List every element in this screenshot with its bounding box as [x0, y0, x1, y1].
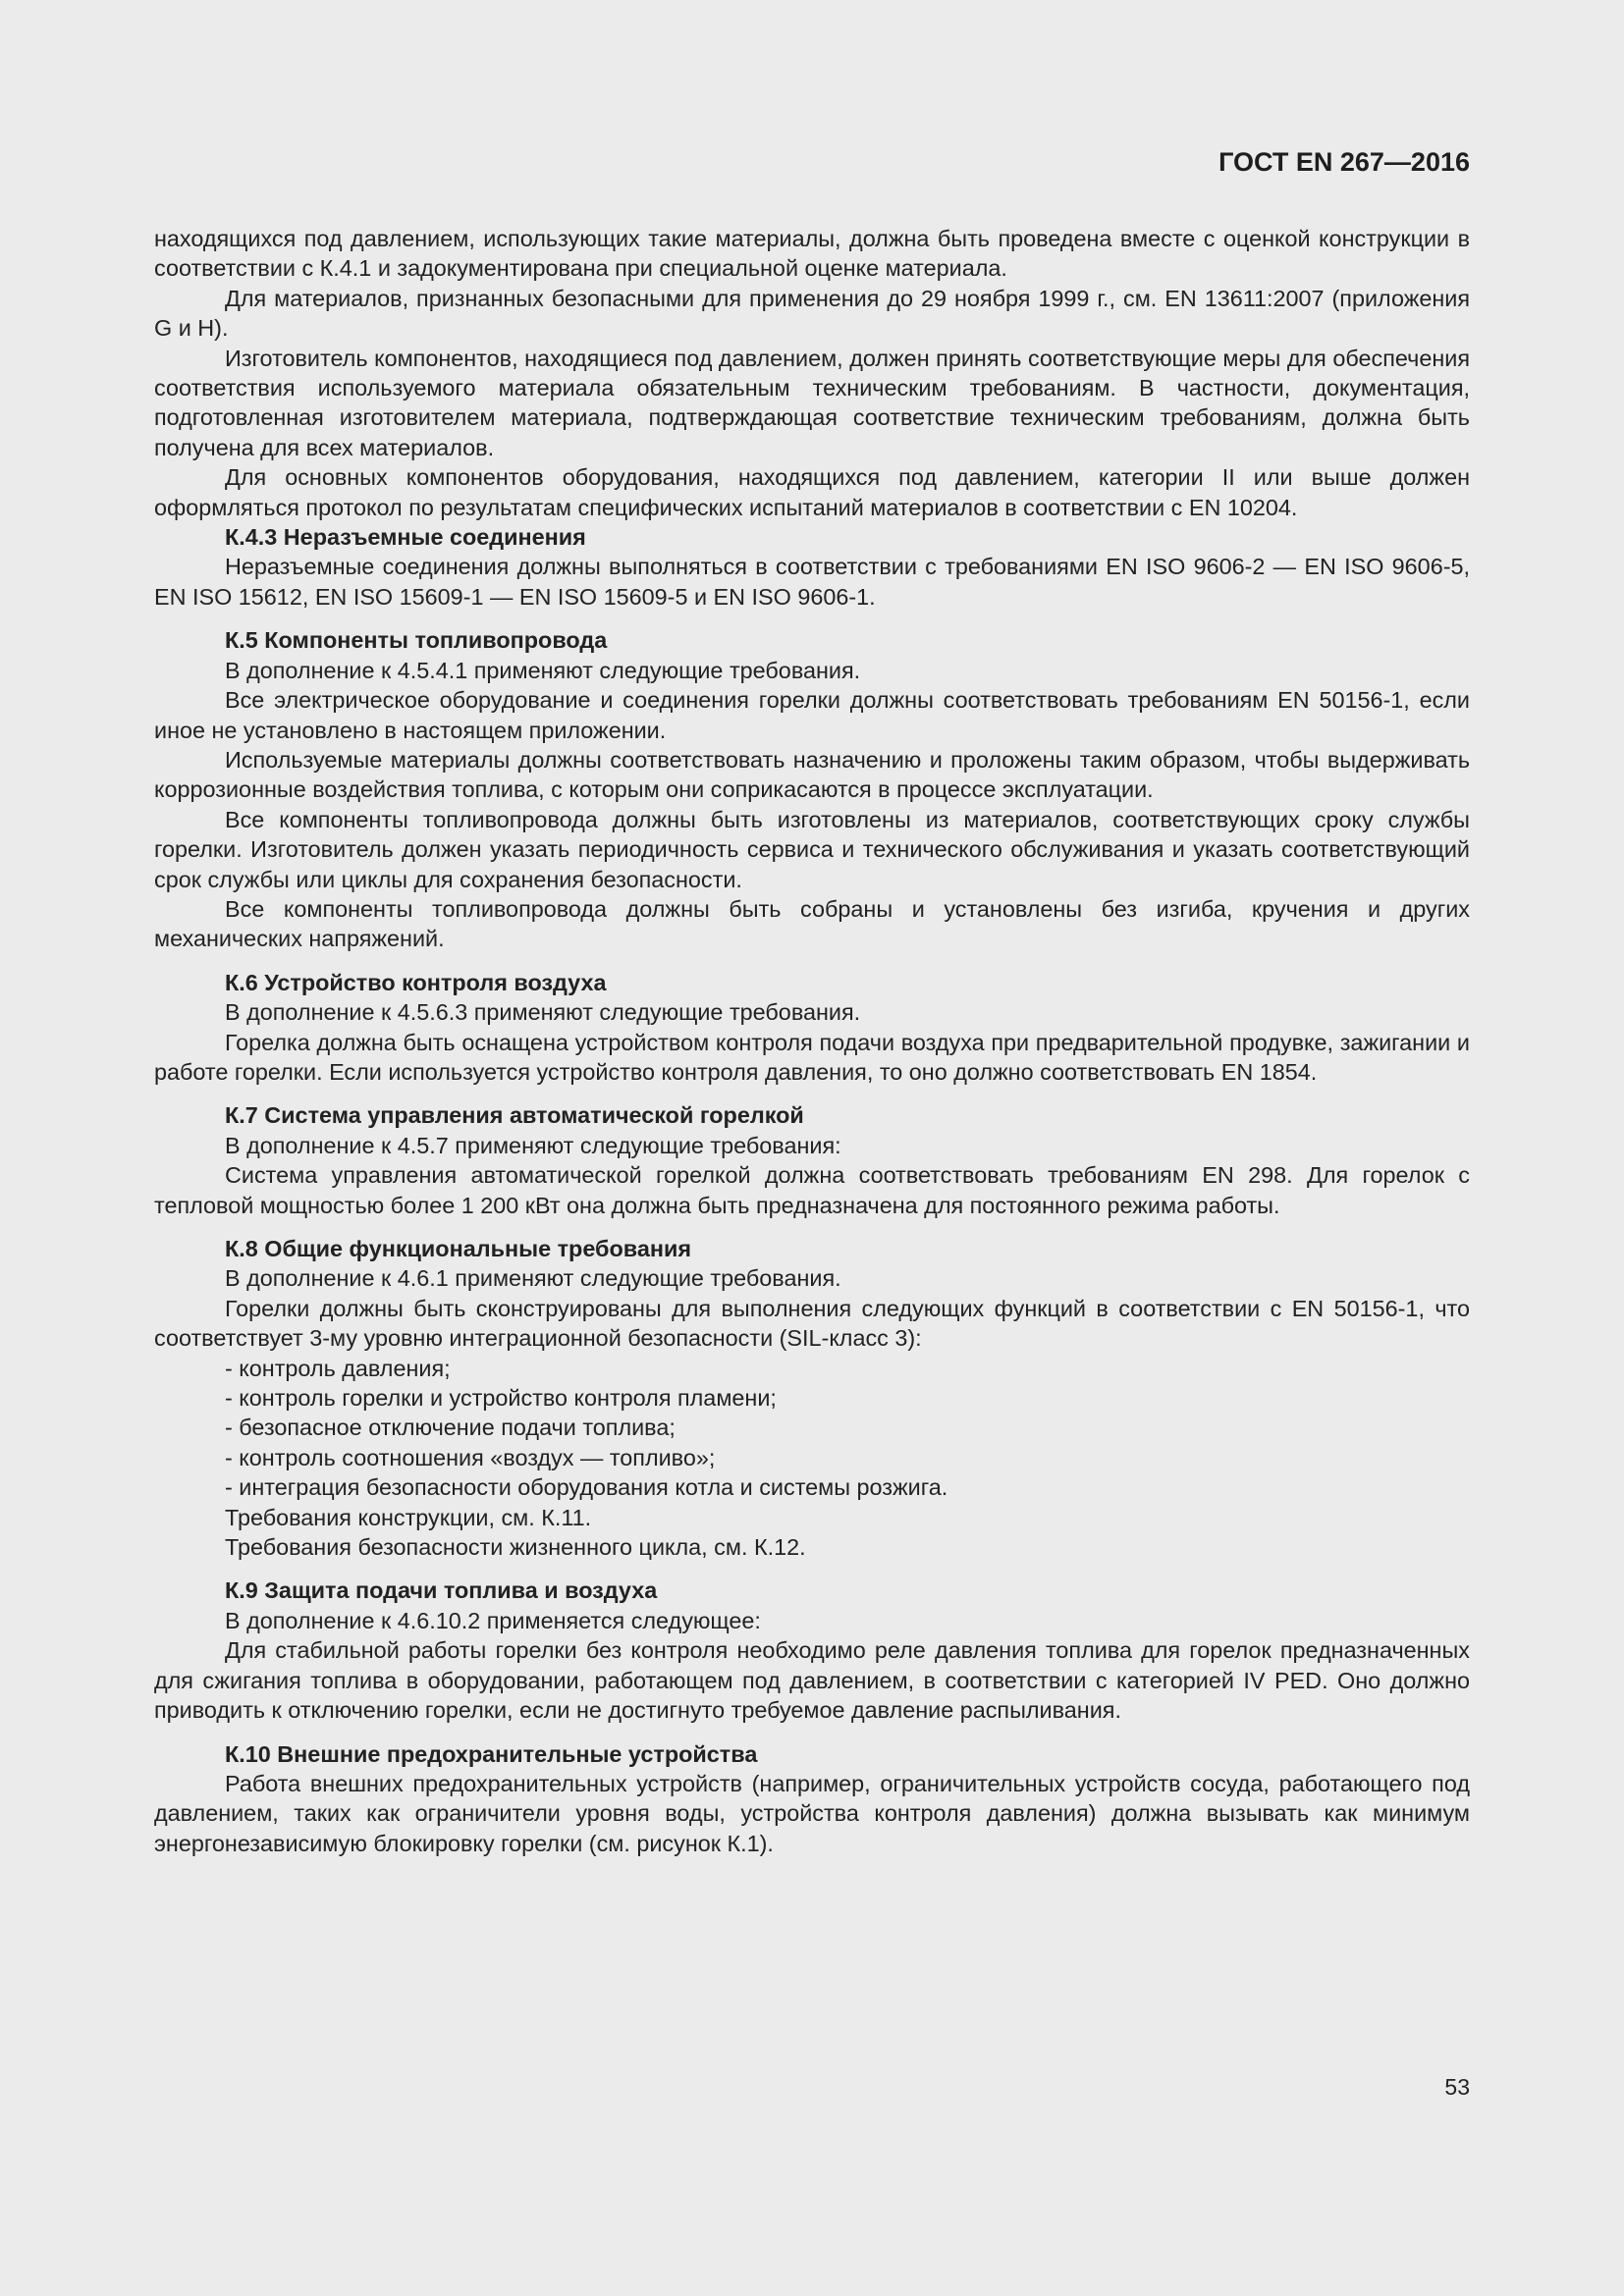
list-item: - контроль давления; — [225, 1355, 451, 1381]
paragraph: В дополнение к 4.5.6.3 применяют следующие требования. — [225, 999, 861, 1026]
function-list — [154, 1354, 1470, 1503]
paragraph: Система управления автоматической горелкой должна соответствовать требованиям EN 298. Для горелок с тепловой мощностью более 1 200 кВт она должна быть предназначена для постоянного режима работы. — [154, 1162, 1470, 1218]
section-heading-k5: К.5 Компоненты топливопровода — [225, 627, 608, 654]
paragraph: Работа внешних предохранительных устройств (например, ограничительных устройств сосуда, работающего под давлением, таких как ограничители уровня воды, устройства контроля давления) должна вызывать как минимум энергонезависимую блокировку горелки (см. рисунок К.1). — [154, 1770, 1470, 1856]
list-item: - контроль горелки и устройство контроля пламени; — [225, 1385, 777, 1412]
document-id-header: ГОСТ EN 267—2016 — [1218, 147, 1470, 177]
section-heading-k10: К.10 Внешние предохранительные устройства — [225, 1740, 758, 1767]
page-number: 53 — [1444, 2074, 1470, 2100]
paragraph: Для основных компонентов оборудования, находящихся под давлением, категории II или выше должен оформляться протокол по результатам специфических испытаний материалов в соответствии с EN 10204. — [154, 464, 1470, 520]
paragraph: Все электрическое оборудование и соединения горелки должны соответствовать требованиям EN 50156-1, если иное не установлено в настоящем приложении. — [154, 687, 1470, 743]
paragraph: В дополнение к 4.6.1 применяют следующие требования. — [225, 1265, 841, 1292]
paragraph: В дополнение к 4.5.7 применяют следующие требования: — [225, 1132, 841, 1158]
paragraph: Неразъемные соединения должны выполняться в соответствии с требованиями EN ISO 9606-2 — EN ISO 9606-5, EN ISO 15612, EN ISO 15609-1 — EN ISO 15609-5 и EN ISO 9606-1. — [154, 554, 1470, 610]
paragraph: Требования конструкции, см. К.11. — [225, 1504, 592, 1530]
paragraph: Требования безопасности жизненного цикла, см. К.12. — [225, 1534, 806, 1561]
paragraph: Горелки должны быть сконструированы для выполнения следующих функций в соответствии с EN 50156-1, что соответствует 3-му уровню интеграционной безопасности (SIL-класс 3): — [154, 1295, 1470, 1352]
section-heading-k4-3: К.4.3 Неразъемные соединения — [225, 524, 586, 551]
section-heading-k8: К.8 Общие функциональные требования — [225, 1236, 691, 1261]
section-heading-k6: К.6 Устройство контроля воздуха — [225, 969, 607, 995]
paragraph: Изготовитель компонентов, находящиеся под давлением, должен принять соответствующие меры для обеспечения соответствия используемого материала обязательным техническим требованиям. В частности, документация, подготовленная изготовителем материала, подтверждающая соответствие техническим требованиям, должна быть получена для всех материалов. — [154, 345, 1470, 460]
list-item: - контроль соотношения «воздух — топливо»; — [225, 1444, 716, 1470]
paragraph: Для стабильной работы горелки без контроля необходимо реле давления топлива для горелок предназначенных для сжигания топлива в оборудовании, работающем под давлением, в соответствии с категорией IV PED. Оно должно приводить к отключению горелки, если не достигнуто требуемое давление распыливания. — [154, 1637, 1470, 1724]
paragraph: Для материалов, признанных безопасными для применения до 29 ноября 1999 г., см. EN 13611:2007 (приложения G и H). — [154, 285, 1470, 342]
section-heading-k7: К.7 Система управления автоматической горелкой — [225, 1102, 804, 1129]
paragraph: Все компоненты топливопровода должны быть собраны и установлены без изгиба, кручения и других механических напряжений. — [154, 895, 1470, 952]
document-body — [154, 224, 1470, 1858]
section-heading-k9: К.9 Защита подачи топлива и воздуха — [225, 1577, 658, 1604]
list-item: - интеграция безопасности оборудования котла и системы розжига. — [225, 1474, 948, 1501]
paragraph: В дополнение к 4.6.10.2 применяется следующее: — [225, 1607, 761, 1633]
list-item: - безопасное отключение подачи топлива; — [225, 1415, 676, 1441]
paragraph: Все компоненты топливопровода должны быть изготовлены из материалов, соответствующих сроку службы горелки. Изготовитель должен указать периодичность сервиса и технического обслуживания и указать соответствующий срок службы или циклы для сохранения безопасности. — [154, 806, 1470, 892]
paragraph: Горелка должна быть оснащена устройством контроля подачи воздуха при предварительной продувке, зажигании и работе горелки. Если используется устройство контроля давления, то оно должно соответствовать EN 1854. — [154, 1029, 1470, 1085]
paragraph: находящихся под давлением, использующих такие материалы, должна быть проведена вместе с оценкой конструкции в соответствии с К.4.1 и задокументирована при специальной оценке материала. — [154, 226, 1470, 282]
paragraph: Используемые материалы должны соответствовать назначению и проложены таким образом, чтобы выдерживать коррозионные воздействия топлива, с которым они соприкасаются в процессе эксплуатации. — [154, 746, 1470, 803]
paragraph: В дополнение к 4.5.4.1 применяют следующие требования. — [225, 657, 861, 683]
